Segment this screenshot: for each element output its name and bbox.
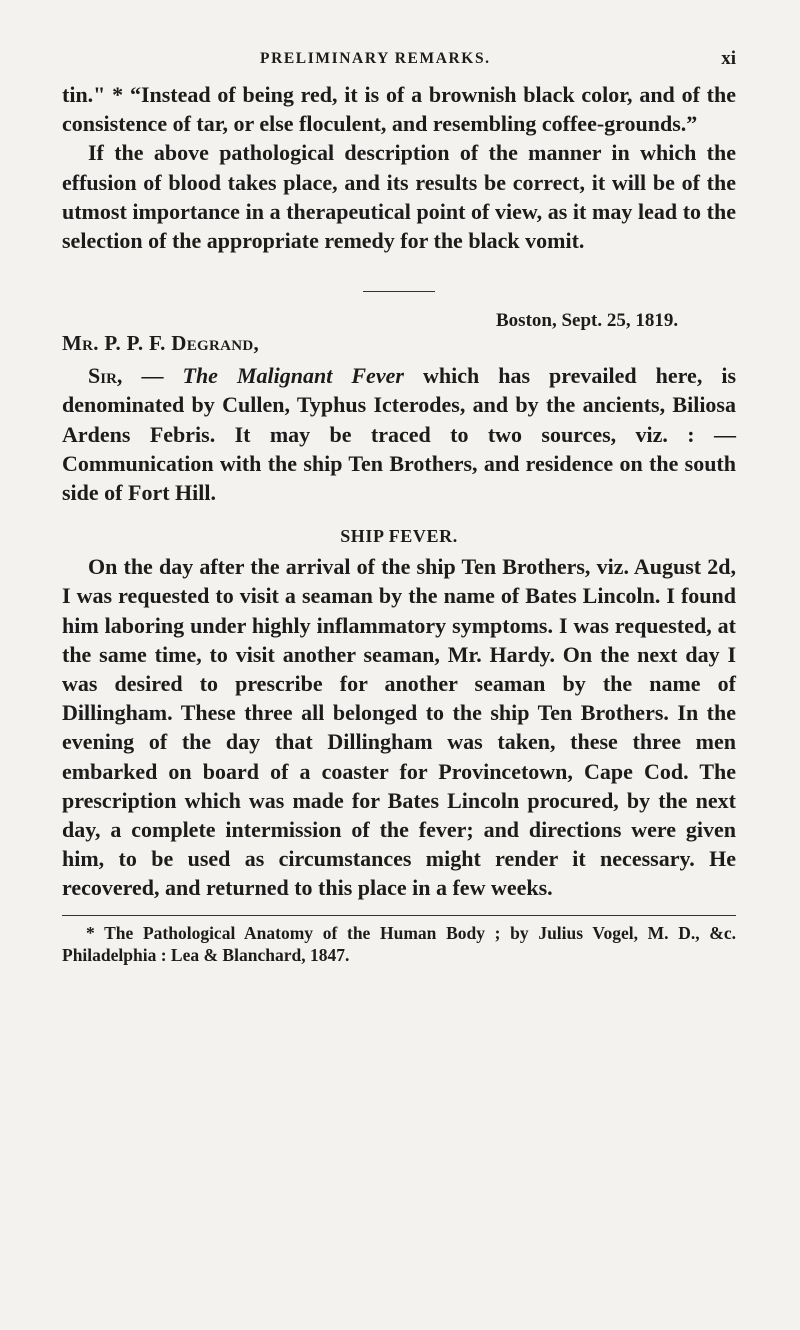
section-heading: SHIP FEVER.: [340, 526, 458, 547]
page-number: xi: [721, 48, 736, 69]
letter-addressee: Mr. P. P. F. Degrand,: [62, 331, 260, 356]
letter-subject: The Malignant Fever: [182, 363, 404, 389]
paragraph-continued-quote: tin." * “Instead of being red, it is of a brownish black color, and of the consistence of tar, or else floculent, and resembling coffee-grounds.”: [62, 82, 736, 137]
page-header: [62, 50, 736, 80]
book-page: [62, 50, 736, 966]
letter-dateline: Boston, Sept. 25, 1819.: [496, 310, 679, 332]
footnote: * The Pathological Anatomy of the Human Body ; by Julius Vogel, M. D., &c. Philadelphia : Lea & Blanchard, 1847.: [62, 922, 736, 965]
section-divider: [363, 291, 435, 292]
letter-opening-paragraph: [62, 361, 736, 507]
running-title: PRELIMINARY REMARKS.: [260, 50, 491, 67]
paragraph-pathological-description: If the above pathological description of the manner in which the effusion of blood takes place, and its results be correct, it will be of the utmost importance in a therapeutical point of view, as it may lead to the selection of the appropriate remedy for the black vomit.: [62, 140, 736, 254]
letter-salutation: Sir, —: [88, 363, 164, 389]
footnote-divider: [62, 915, 736, 916]
letter-opening-text: which has prevailed here, is denominated by Cullen, Typhus Icterodes, and by the ancients, Biliosa Ardens Febris. It may be traced to two sources, viz. : — Communication with the ship Ten Brothers, and residence on the south side of Fort Hill.: [62, 363, 737, 506]
ship-fever-paragraph: On the day after the arrival of the ship Ten Brothers, viz. August 2d, I was requested to visit a seaman by the name of Bates Lincoln. I found him laboring under highly inflammatory symptoms. I was requested, at the same time, to visit another seaman, Mr. Hardy. On the next day I was desired to prescribe for another seaman by the name of Dillingham. These three all belonged to the ship Ten Brothers. In the evening of the day that Dillingham was taken, these three men embarked on board of a coaster for Provincetown, Cape Cod. The prescription which was made for Bates Lincoln procured, by the next day, a complete intermission of the fever; and directions were given him, to be used as circumstances might render it necessary. He recovered, and returned to this place in a few weeks.: [62, 554, 736, 901]
